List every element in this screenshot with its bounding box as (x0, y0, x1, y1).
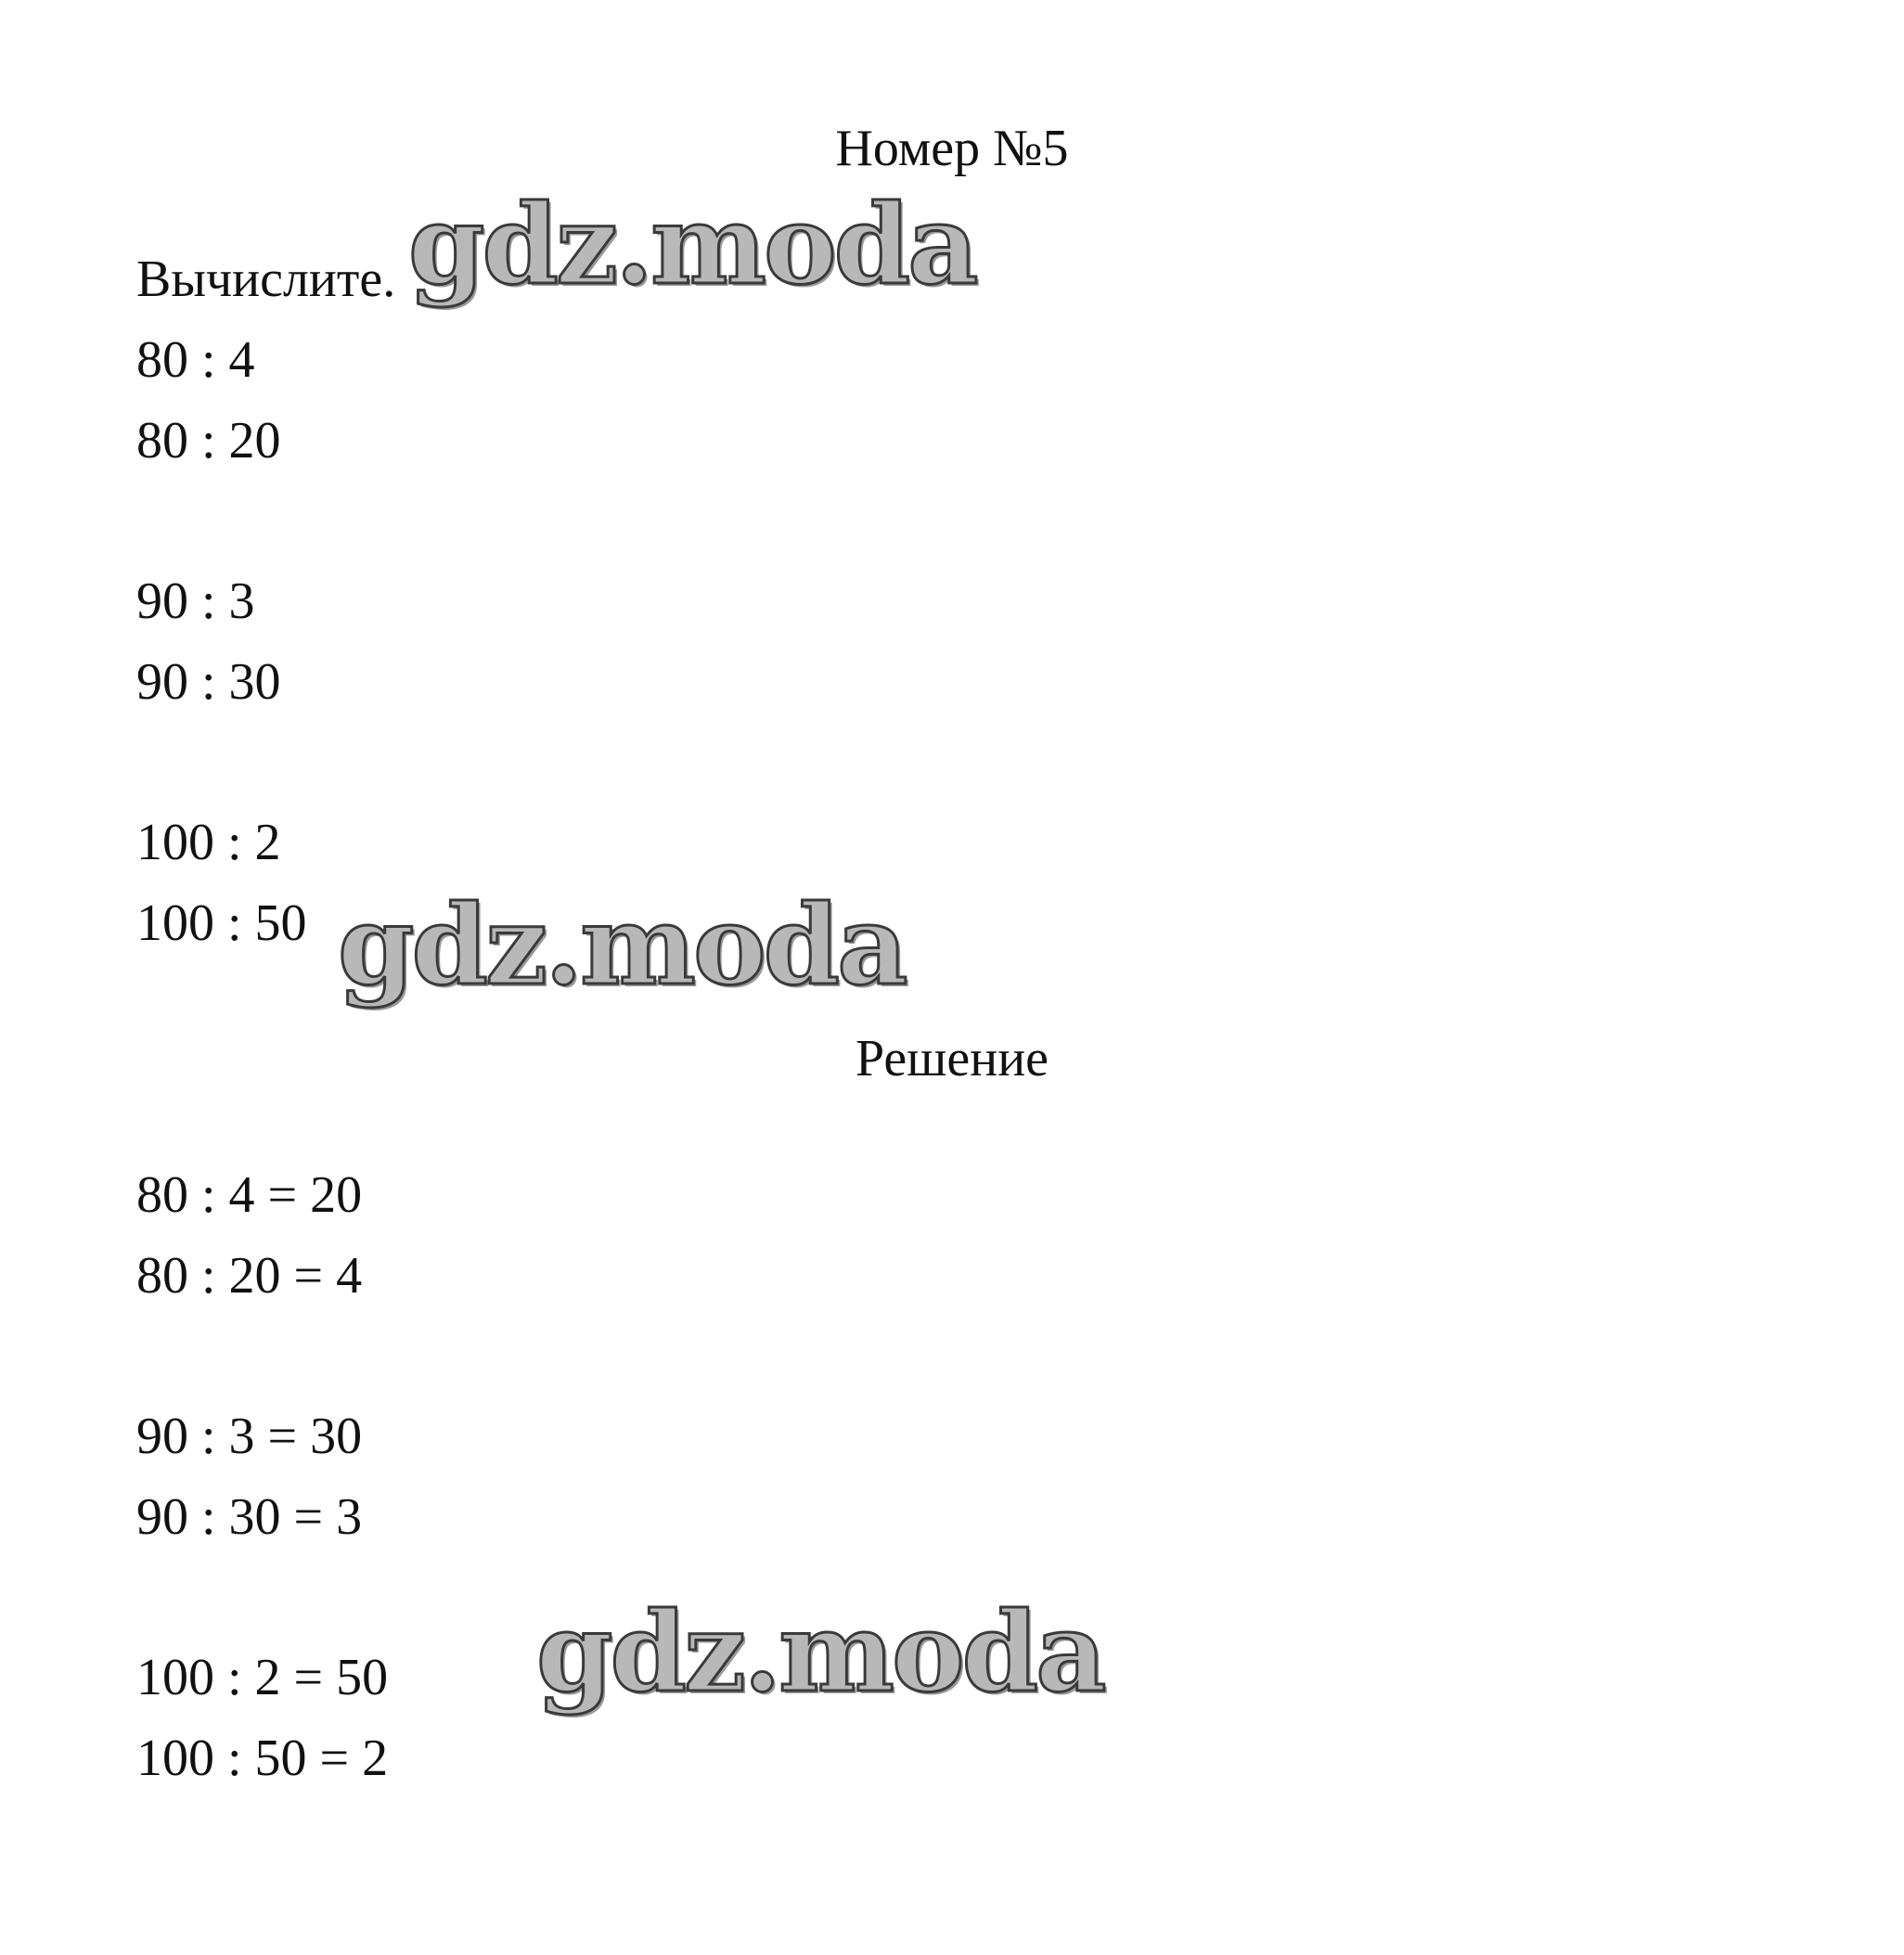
task-expression: 90 : 3 (136, 572, 255, 630)
watermark-logo: gdz.moda (536, 1588, 1104, 1717)
solution-title: Решение (855, 1030, 1049, 1087)
task-expression: 80 : 4 (136, 331, 255, 389)
task-prompt: Вычислите. (136, 251, 396, 308)
solution-answer: 80 : 4 = 20 (136, 1166, 363, 1224)
solution-answer: 100 : 2 = 50 (136, 1649, 389, 1706)
solution-answer: 100 : 50 = 2 (136, 1730, 389, 1787)
task-expression: 100 : 2 (136, 814, 281, 871)
task-expression: 80 : 20 (136, 412, 281, 469)
task-expression: 90 : 30 (136, 653, 281, 711)
watermark-logo: gdz.moda (338, 881, 906, 1010)
page-title: Номер №5 (835, 120, 1069, 177)
solution-answer: 90 : 3 = 30 (136, 1408, 363, 1465)
watermark-logo: gdz.moda (408, 180, 976, 309)
solution-answer: 90 : 30 = 3 (136, 1488, 363, 1546)
solution-answer: 80 : 20 = 4 (136, 1247, 363, 1305)
task-expression: 100 : 50 (136, 894, 307, 952)
